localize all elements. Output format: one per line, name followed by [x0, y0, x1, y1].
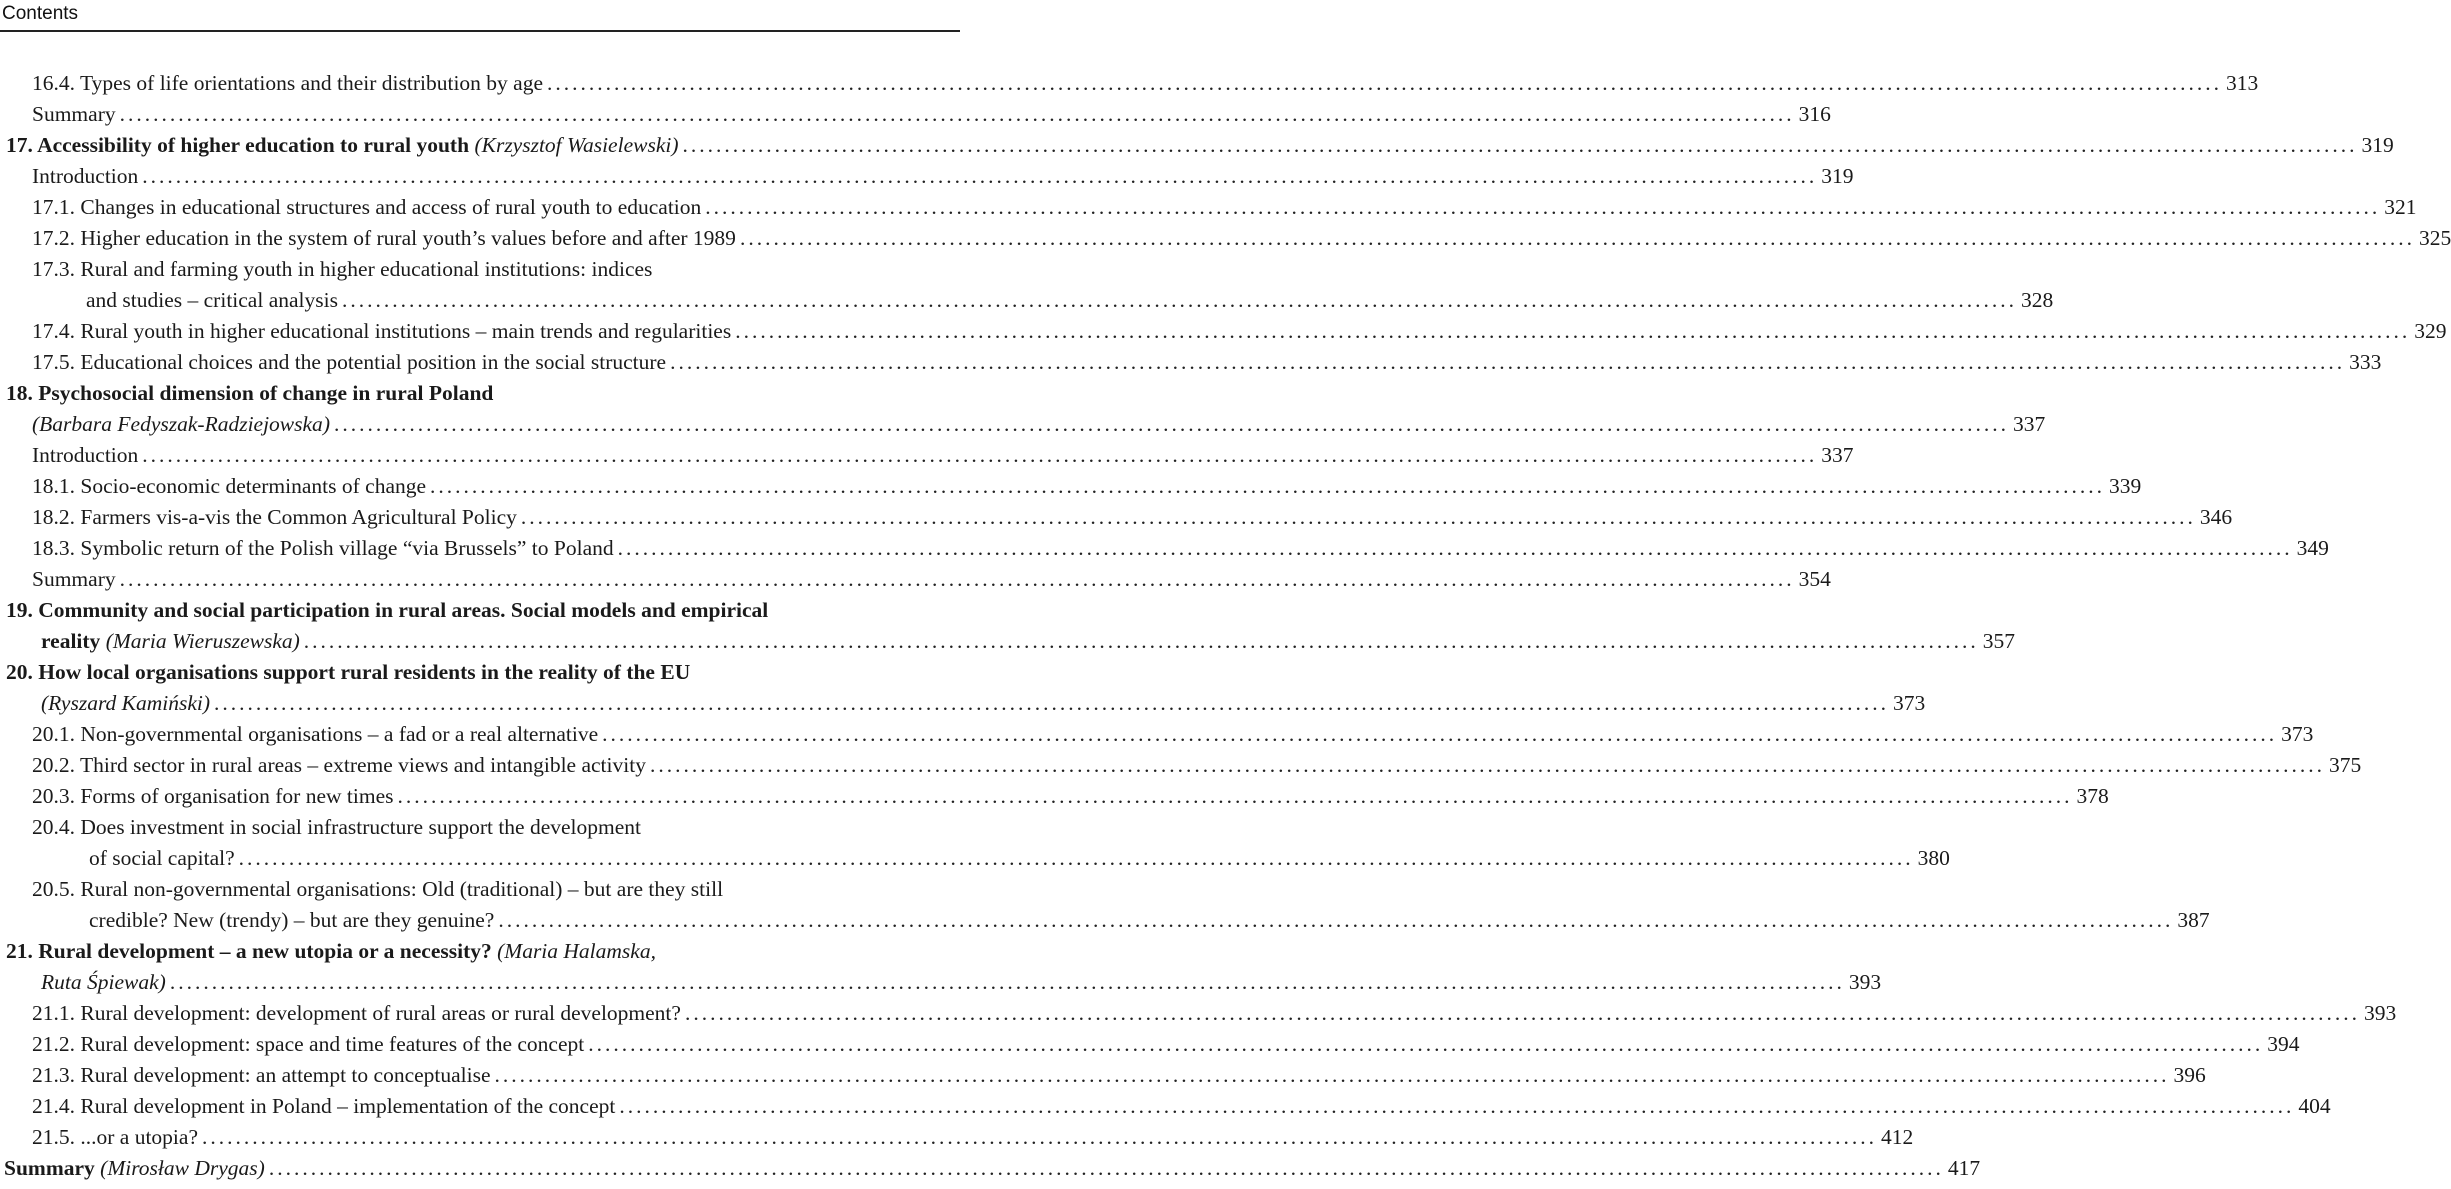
toc-text: 20. How local organisations support rural residents in the reality of the EU — [6, 660, 691, 684]
toc-paren-open: ( — [41, 691, 49, 715]
toc-entry-title — [32, 471, 426, 502]
toc-entry — [0, 595, 960, 626]
header-title: Contents — [2, 3, 79, 24]
toc-page-number: 346 — [2199, 505, 2233, 529]
toc-text: 21.3. Rural development: an attempt to conceptualise — [32, 1063, 491, 1087]
toc-leader-dots: ........................................................................................................................................................................................................ — [119, 567, 1795, 591]
toc-leader-dots: ........................................................................................................................................................................................................ — [169, 970, 1845, 994]
toc-page-number: 354 — [1798, 567, 1831, 591]
table-of-contents — [0, 68, 2451, 1184]
toc-page-number: 393 — [2363, 1001, 2397, 1025]
toc-entry-title — [41, 688, 210, 719]
toc-page-number: 329 — [2414, 319, 2447, 343]
toc-entry — [0, 1091, 2331, 1122]
toc-page-number: 375 — [2328, 753, 2362, 777]
toc-page-number: 325 — [2418, 226, 2451, 250]
toc-text: 18.3. Symbolic return of the Polish village “via Brussels” to Poland — [32, 536, 614, 560]
toc-entry — [0, 1060, 2206, 1091]
toc-page-number: 393 — [1848, 970, 1882, 994]
toc-entry — [0, 347, 2382, 378]
toc-italic: Ruta Śpiewak — [41, 970, 159, 994]
toc-leader-dots: ........................................................................................................................................................................................................ — [735, 319, 2411, 343]
toc-entry — [0, 533, 2329, 564]
toc-leader-dots: ........................................................................................................................................................................................................ — [430, 474, 2106, 498]
toc-text: 17.1. Changes in educational structures and access of rural youth to education — [32, 195, 702, 219]
toc-paren-close: ) — [202, 691, 211, 715]
toc-entry — [0, 99, 1831, 130]
toc-entry — [0, 285, 2054, 316]
toc-entry — [0, 719, 2314, 750]
toc-text: 17.2. Higher education in the system of rural youth’s values before and after 1989 — [32, 226, 736, 250]
toc-paren-open: ( — [32, 412, 40, 436]
toc-page-number: 412 — [1881, 1125, 1914, 1149]
toc-entry — [0, 502, 2233, 533]
toc-entry-title — [32, 316, 731, 347]
toc-entry-title — [86, 285, 338, 316]
toc-text: 21.2. Rural development: space and time features of the concept — [32, 1032, 585, 1056]
toc-entry-title — [32, 1122, 198, 1153]
toc-entry-title — [32, 812, 641, 843]
toc-entry-title — [6, 936, 656, 967]
toc-paren-close: ) — [158, 970, 166, 994]
toc-page-number: 373 — [1893, 691, 1926, 715]
toc-text: 21. Rural development – a new utopia or a necessity? — [6, 939, 492, 963]
toc-entry — [0, 223, 2451, 254]
toc-text: 20.4. Does investment in social infrastructure support the development — [32, 815, 642, 839]
toc-paren-close: ) — [292, 629, 300, 653]
toc-entry-title — [32, 347, 666, 378]
toc-entry — [0, 471, 2142, 502]
toc-entry-title — [4, 1153, 265, 1184]
toc-leader-dots: ........................................................................................................................................................................................................ — [617, 536, 2293, 560]
toc-entry-title — [32, 533, 614, 564]
toc-text: Summary — [32, 102, 116, 126]
toc-page-number: 313 — [2226, 71, 2259, 95]
toc-text: 20.3. Forms of organisation for new times — [32, 784, 394, 808]
toc-leader-dots: ........................................................................................................................................................................................................ — [498, 908, 2174, 932]
toc-entry — [0, 1029, 2300, 1060]
toc-text: Summary — [4, 1156, 95, 1180]
toc-text: 20.5. Rural non-governmental organisations: Old (traditional) – but are they still — [32, 877, 724, 901]
toc-entry — [0, 626, 2016, 657]
toc-paren-close: ) — [257, 1156, 265, 1180]
toc-entry-title — [32, 223, 736, 254]
toc-paren-open: ( — [491, 939, 505, 963]
toc-entry-title — [32, 750, 646, 781]
toc-entry — [0, 440, 1854, 471]
toc-entry-title — [32, 781, 393, 812]
toc-text: credible? New (trendy) – but are they genuine? — [89, 908, 495, 932]
toc-text: Introduction — [32, 443, 139, 467]
toc-entry-title — [32, 68, 543, 99]
toc-leader-dots: ........................................................................................................................................................................................................ — [520, 505, 2196, 529]
toc-text: 17.4. Rural youth in higher educational institutions – main trends and regularities — [32, 319, 732, 343]
toc-text: 18.1. Socio-economic determinants of change — [32, 474, 427, 498]
toc-entry-title — [32, 440, 138, 471]
toc-entry — [0, 130, 2394, 161]
toc-entry-title — [89, 843, 235, 874]
toc-paren-open: ( — [94, 1156, 108, 1180]
toc-entry-title — [32, 161, 138, 192]
toc-entry-title — [32, 502, 517, 533]
toc-page-number: 380 — [1917, 846, 1950, 870]
toc-page-number: 404 — [2298, 1094, 2331, 1118]
toc-paren-close: ) — [322, 412, 330, 436]
toc-entry-title — [6, 378, 493, 409]
toc-page-number: 396 — [2173, 1063, 2206, 1087]
toc-italic: Maria Wieruszewska — [112, 629, 293, 653]
toc-leader-dots: ........................................................................................................................................................................................................ — [202, 1125, 1877, 1149]
toc-leader-dots: ........................................................................................................................................................................................................ — [649, 753, 2325, 777]
toc-text: Summary — [32, 567, 116, 591]
toc-leader-dots: ........................................................................................................................................................................................................ — [494, 1063, 2170, 1087]
toc-text: reality — [41, 629, 101, 653]
toc-text: 18. Psychosocial dimension of change in rural Poland — [6, 381, 494, 405]
toc-entry — [0, 812, 960, 843]
toc-page-number: 378 — [2076, 784, 2109, 808]
toc-page-number: 387 — [2177, 908, 2210, 932]
toc-leader-dots: ........................................................................................................................................................................................................ — [739, 226, 2415, 250]
toc-entry-title — [89, 905, 494, 936]
toc-entry — [0, 657, 960, 688]
toc-entry — [0, 874, 960, 905]
toc-leader-dots: ........................................................................................................................................................................................................ — [333, 412, 2009, 436]
toc-leader-dots: ........................................................................................................................................................................................................ — [397, 784, 2073, 808]
toc-entry-title — [32, 99, 116, 130]
toc-page-number: 349 — [2296, 536, 2329, 560]
toc-page-number: 357 — [1982, 629, 2016, 653]
toc-leader-dots: ........................................................................................................................................................................................................ — [214, 691, 1890, 715]
toc-page-number: 394 — [2267, 1032, 2300, 1056]
toc-entry-title — [41, 626, 300, 657]
toc-text: 17. Accessibility of higher education to rural youth — [6, 133, 470, 157]
toc-entry-title — [32, 719, 598, 750]
page-header — [0, 0, 960, 32]
toc-italic: Krzysztof Wasielewski — [481, 133, 672, 157]
toc-paren-open: ( — [469, 133, 482, 157]
toc-page-number: 319 — [2361, 133, 2394, 157]
toc-entry — [0, 161, 1854, 192]
toc-entry — [0, 843, 1950, 874]
toc-entry — [0, 316, 2447, 347]
toc-leader-dots: ........................................................................................................................................................................................................ — [547, 71, 2223, 95]
toc-entry-title — [32, 874, 723, 905]
toc-entry-title — [32, 1060, 491, 1091]
toc-leader-dots: ........................................................................................................................................................................................................ — [705, 195, 2381, 219]
toc-page-number: 373 — [2281, 722, 2314, 746]
toc-italic: Mirosław Drygas — [107, 1156, 258, 1180]
toc-entry — [0, 688, 1926, 719]
toc-leader-dots: ........................................................................................................................................................................................................ — [588, 1032, 2264, 1056]
toc-page-number: 417 — [1947, 1156, 1981, 1180]
toc-entry — [0, 967, 1882, 998]
toc-text: Introduction — [32, 164, 139, 188]
toc-leader-dots: ........................................................................................................................................................................................................ — [682, 133, 2358, 157]
toc-entry-title — [32, 192, 701, 223]
toc-text: 21.4. Rural development in Poland – implementation of the concept — [32, 1094, 616, 1118]
toc-page-number: 321 — [2384, 195, 2417, 219]
toc-text: 20.2. Third sector in rural areas – extreme views and intangible activity — [32, 753, 646, 777]
toc-entry — [0, 378, 960, 409]
toc-leader-dots: ........................................................................................................................................................................................................ — [268, 1156, 1944, 1180]
toc-entry — [0, 68, 2259, 99]
toc-entry — [0, 1122, 1914, 1153]
toc-entry-title — [32, 254, 652, 285]
toc-page-number: 328 — [2020, 288, 2054, 312]
toc-page-number: 339 — [2109, 474, 2142, 498]
toc-leader-dots: ........................................................................................................................................................................................................ — [341, 288, 2017, 312]
toc-entry — [0, 192, 2417, 223]
toc-entry-title — [32, 1091, 615, 1122]
toc-entry-title — [41, 967, 166, 998]
toc-leader-dots: ........................................................................................................................................................................................................ — [142, 164, 1818, 188]
toc-text: 20.1. Non-governmental organisations – a fad or a real alternative — [32, 722, 599, 746]
toc-entry-title — [32, 564, 116, 595]
toc-text: and studies – critical analysis — [86, 288, 338, 312]
toc-page-number: 337 — [1821, 443, 1854, 467]
toc-italic: Maria Halamska, — [504, 939, 656, 963]
toc-leader-dots: ........................................................................................................................................................................................................ — [670, 350, 2346, 374]
toc-leader-dots: ........................................................................................................................................................................................................ — [684, 1001, 2360, 1025]
toc-page-number: 337 — [2012, 412, 2046, 436]
toc-text: 17.3. Rural and farming youth in higher educational institutions: indices — [32, 257, 653, 281]
toc-leader-dots: ........................................................................................................................................................................................................ — [303, 629, 1979, 653]
toc-entry-title — [32, 409, 330, 440]
toc-leader-dots: ........................................................................................................................................................................................................ — [238, 846, 1914, 870]
toc-entry — [0, 936, 960, 967]
toc-entry-title — [6, 595, 768, 626]
toc-leader-dots: ........................................................................................................................................................................................................ — [619, 1094, 2295, 1118]
toc-text: 16.4. Types of life orientations and their distribution by age — [32, 71, 544, 95]
toc-text: 17.5. Educational choices and the potential position in the social structure — [32, 350, 667, 374]
toc-italic: Barbara Fedyszak-Radziejowska — [39, 412, 323, 436]
toc-entry-title — [6, 130, 679, 161]
toc-leader-dots: ........................................................................................................................................................................................................ — [602, 722, 2278, 746]
toc-leader-dots: ........................................................................................................................................................................................................ — [142, 443, 1818, 467]
toc-text: 21.5. ...or a utopia? — [32, 1125, 198, 1149]
toc-entry-title — [32, 1029, 584, 1060]
toc-paren-close: ) — [671, 133, 679, 157]
toc-entry — [0, 905, 2210, 936]
toc-entry — [0, 781, 2109, 812]
toc-page-number: 316 — [1798, 102, 1831, 126]
toc-page-number: 333 — [2349, 350, 2382, 374]
toc-text: 18.2. Farmers vis-a-vis the Common Agricultural Policy — [32, 505, 517, 529]
toc-paren-open: ( — [100, 629, 113, 653]
toc-text: 19. Community and social participation in rural areas. Social models and empirical — [6, 598, 769, 622]
toc-entry — [0, 998, 2397, 1029]
toc-leader-dots: ........................................................................................................................................................................................................ — [119, 102, 1795, 126]
toc-entry — [0, 409, 2046, 440]
toc-entry-title — [32, 998, 681, 1029]
toc-text: 21.1. Rural development: development of rural areas or rural development? — [32, 1001, 681, 1025]
toc-entry — [0, 1153, 1981, 1184]
toc-entry — [0, 750, 2362, 781]
toc-page-number: 319 — [1821, 164, 1854, 188]
toc-entry — [0, 564, 1831, 595]
toc-entry-title — [6, 657, 690, 688]
toc-italic: Ryszard Kamiński — [48, 691, 203, 715]
toc-text: of social capital? — [89, 846, 235, 870]
toc-entry — [0, 254, 960, 285]
